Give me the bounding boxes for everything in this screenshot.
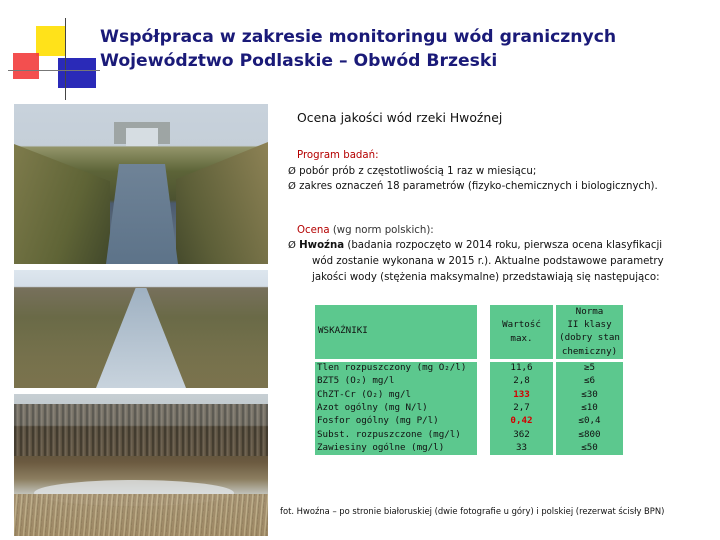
decor-blue-square (58, 58, 96, 88)
table-row-indicator: Azot ogólny (mg N/l) (317, 401, 428, 413)
table-header-norm-line3: (dobry stan (559, 332, 620, 344)
ocena-line-3: jakości wody (stężenia maksymalne) przedstawiają się następująco: (312, 272, 660, 283)
program-item-2-text: zakres oznaczeń 18 parametrów (fizyko-chemicznych i biologicznych). (299, 181, 658, 192)
program-item-2 (288, 181, 658, 192)
program-item-1-text: pobór prób z częstotliwością 1 raz w miesiącu; (299, 166, 537, 177)
ocena-line-1-text: (badania rozpoczęto w 2014 roku, pierwsza ocena klasyfikacji (344, 240, 663, 251)
table-row-norm: ≥5 (583, 362, 596, 373)
table-row-max-value: 11,6 (510, 362, 533, 373)
ocena-line-2: wód zostanie wykonana w 2015 r.). Aktualne podstawowe parametry (312, 256, 664, 267)
table-row-norm: ≤0,4 (578, 415, 601, 427)
table-row-indicator: Tlen rozpuszczony (mg O₂/l) (317, 362, 467, 373)
table-header-norm-line4: chemiczny) (561, 345, 618, 357)
table-row-indicator: Subst. rozpuszczone (mg/l) (317, 428, 461, 440)
slide-title-line1: Współpraca w zakresie monitoringu wód granicznych (100, 27, 617, 47)
table-row-max-value: 2,7 (513, 401, 530, 413)
bullet-arrow-icon: Ø (288, 240, 296, 251)
ocena-heading-text: Ocena (297, 225, 330, 236)
table-row-norm: ≤10 (581, 401, 598, 413)
river-name: Hwoźna (299, 240, 345, 251)
table-row-indicator: ChZT-Cr (O₂) mg/l (317, 388, 412, 400)
bullet-arrow-icon: Ø (288, 181, 296, 192)
section-subtitle: Ocena jakości wód rzeki Hwoźnej (297, 110, 503, 125)
table-header-max-value-line2: max. (510, 333, 533, 344)
table-header-indicators: WSKAŹNIKI (318, 325, 368, 336)
decor-yellow-square (36, 26, 66, 56)
table-row-indicator: BZT5 (O₂) mg/l (317, 375, 395, 387)
table-header-norm-line2: II klasy (567, 319, 612, 331)
table-row-max-value: 2,8 (513, 375, 530, 387)
decor-vertical-line (65, 18, 66, 100)
bullet-arrow-icon: Ø (288, 166, 296, 177)
program-heading: Program badań: (297, 150, 379, 161)
decor-horizontal-line (8, 70, 100, 71)
slide-title-line2: Województwo Podlaskie – Obwód Brzeski (100, 51, 498, 71)
table-row-max-value: 362 (513, 428, 530, 440)
table-header-max-value-line1: Wartość (502, 319, 541, 330)
photo-river-gate (14, 104, 268, 264)
table-row-max-value: 33 (515, 441, 528, 453)
photo-river-canal (14, 270, 268, 388)
table-row-norm: ≤50 (581, 441, 598, 453)
photo-river-reserve (14, 394, 268, 536)
ocena-heading-rest: (wg norm polskich): (329, 225, 434, 236)
table-header-norm (556, 305, 623, 358)
table-row-norm: ≤30 (581, 388, 598, 400)
table-row-max-value: 133 (513, 388, 530, 400)
table-row-norm: ≤6 (583, 375, 596, 387)
table-row-indicator: Zawiesiny ogólne (mg/l) (317, 441, 445, 453)
ocena-line-1 (288, 240, 662, 251)
table-header-max-value (490, 318, 553, 346)
decor-red-square (13, 53, 39, 79)
photo-caption: fot. Hwoźna – po stronie białoruskiej (dwie fotografie u góry) i polskiej (rezerwat ścisły BPN) (280, 506, 665, 516)
ocena-heading (297, 225, 434, 236)
table-row-indicator: Fosfor ogólny (mg P/l) (317, 415, 439, 427)
table-row-norm: ≤800 (578, 428, 601, 440)
table-row-max-value: 0,42 (510, 415, 533, 427)
table-header-norm-line1: Norma (575, 306, 604, 317)
program-item-1 (288, 166, 536, 177)
